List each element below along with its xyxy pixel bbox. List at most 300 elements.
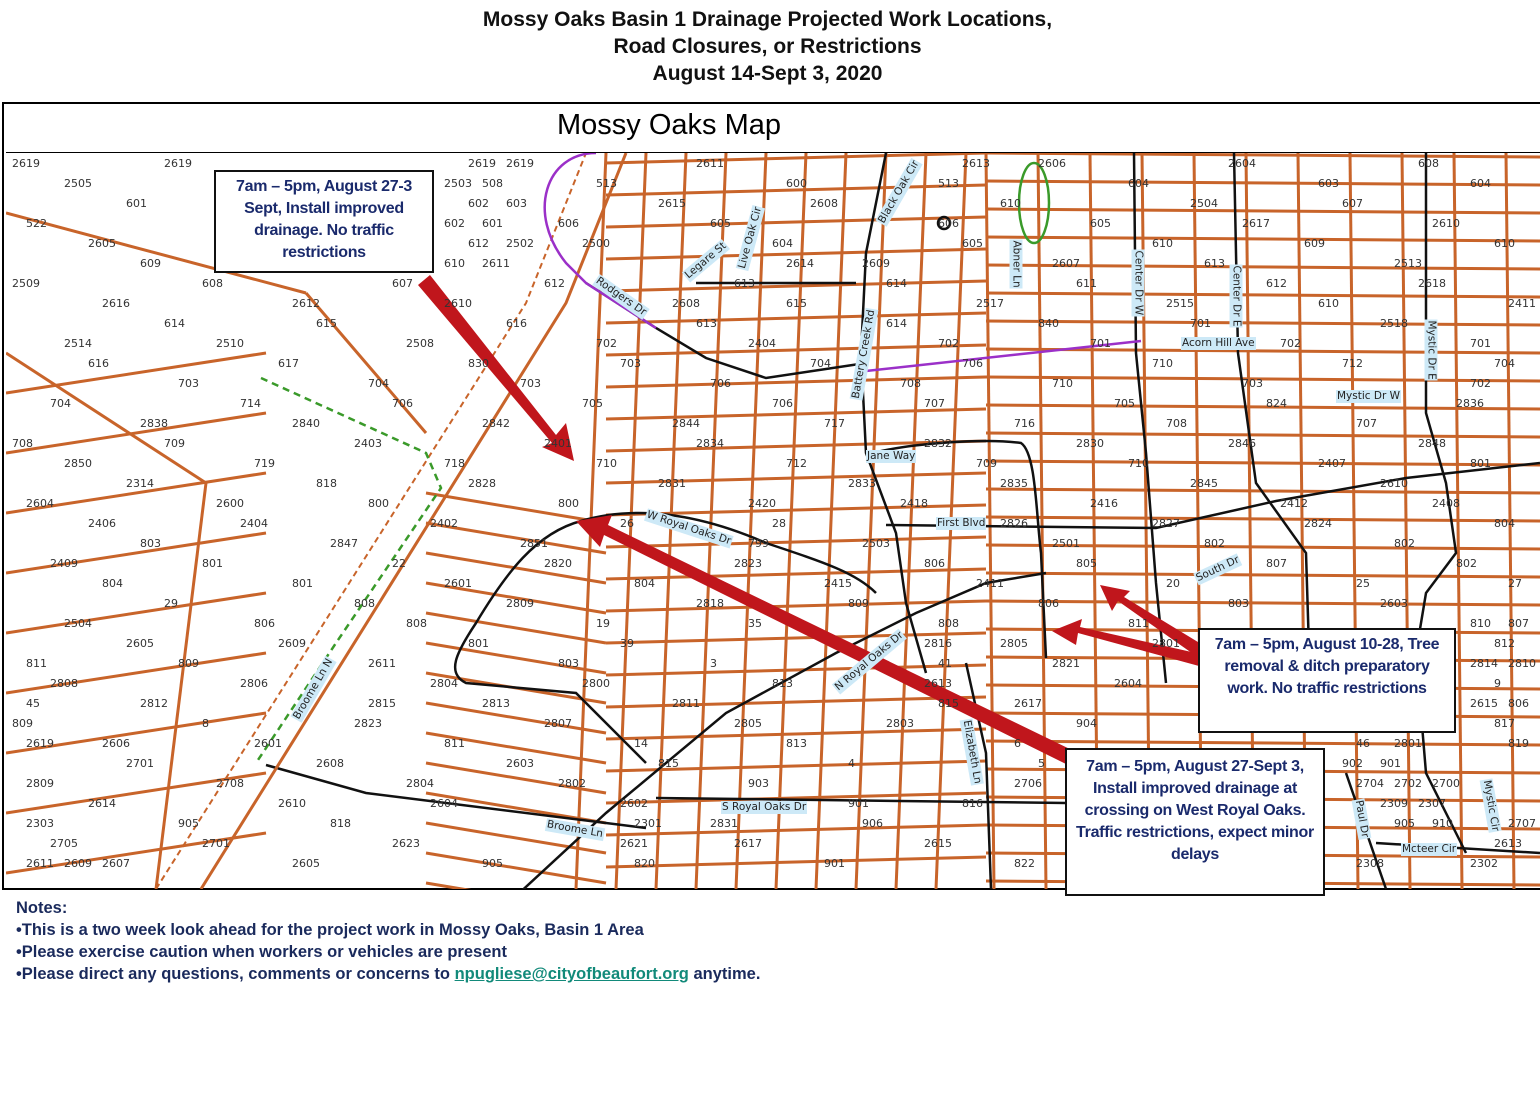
parcel-number: 2814 [1470, 657, 1498, 670]
parcel-number: 2302 [1470, 857, 1498, 870]
parcel-boundary [606, 857, 986, 867]
parcel-number: 607 [1342, 197, 1363, 210]
parcel-number: 703 [178, 377, 199, 390]
parcel-number: 2604 [430, 797, 458, 810]
parcel-number: 819 [1508, 737, 1529, 750]
parcel-number: 28 [772, 517, 786, 530]
parcel-number: 610 [1318, 297, 1339, 310]
parcel-number: 808 [406, 617, 427, 630]
note-item: •Please exercise caution when workers or vehicles are present [16, 943, 507, 961]
parcel-number: 2301 [634, 817, 662, 830]
parcel-number: 2404 [748, 337, 776, 350]
parcel-number: 2831 [710, 817, 738, 830]
note-contact-prefix: •Please direct any questions, comments or concerns to [16, 965, 455, 983]
parcel-number: 2308 [1356, 857, 1384, 870]
parcel-number: 2403 [354, 437, 382, 450]
parcel-number: 2824 [1304, 517, 1332, 530]
parcel-number: 609 [1304, 237, 1325, 250]
parcel-number: 2515 [1166, 297, 1194, 310]
parcel-number: 2613 [924, 677, 952, 690]
parcel-number: 702 [1470, 377, 1491, 390]
parcel-number: 2610 [1380, 477, 1408, 490]
parcel-number: 2518 [1380, 317, 1408, 330]
parcel-number: 610 [1152, 237, 1173, 250]
parcel-number: 806 [1038, 597, 1059, 610]
street-label: S Royal Oaks Dr [722, 801, 807, 813]
parcel-number: 2608 [672, 297, 700, 310]
parcel-number: 705 [1114, 397, 1135, 410]
parcel-number: 610 [1494, 237, 1515, 250]
parcel-number: 802 [1456, 557, 1477, 570]
parcel-number: 2509 [12, 277, 40, 290]
parcel-number: 610 [1000, 197, 1021, 210]
parcel-number: 2504 [1190, 197, 1218, 210]
parcel-boundary [426, 853, 606, 883]
parcel-number: 2805 [734, 717, 762, 730]
parcel-number: 2809 [506, 597, 534, 610]
parcel-number: 2416 [1090, 497, 1118, 510]
parcel-number: 804 [1494, 517, 1515, 530]
parcel-number: 604 [772, 237, 793, 250]
parcel-number: 811 [444, 737, 465, 750]
parcel-boundary [6, 353, 266, 393]
parcel-number: 2842 [482, 417, 510, 430]
parcel-number: 808 [354, 597, 375, 610]
parcel-number: 604 [1470, 177, 1491, 190]
parcel-number: 709 [976, 457, 997, 470]
parcel-number: 2702 [1394, 777, 1422, 790]
parcel-number: 2604 [1228, 157, 1256, 170]
parcel-number: 719 [254, 457, 275, 470]
parcel-number: 2808 [50, 677, 78, 690]
parcel-number: 601 [482, 217, 503, 230]
parcel-number: 2823 [354, 717, 382, 730]
parcel-number: 2821 [1052, 657, 1080, 670]
street-label: Battery Creek Rd [849, 308, 878, 400]
parcel-boundary [426, 883, 606, 889]
parcel-number: 2801 [1394, 737, 1422, 750]
parcel-number: 20 [1166, 577, 1180, 590]
parcel-number: 712 [1342, 357, 1363, 370]
parcel-boundary [426, 703, 606, 733]
parcel-number: 2835 [1000, 477, 1028, 490]
parcel-number: 602 [444, 217, 465, 230]
parcel-number: 801 [202, 557, 223, 570]
parcel-number: 2502 [506, 237, 534, 250]
parcel-number: 2309 [1380, 797, 1408, 810]
parcel-number: 717 [824, 417, 845, 430]
parcel-number: 2848 [1418, 437, 1446, 450]
parcel-number: 2617 [1014, 697, 1042, 710]
parcel-number: 2600 [216, 497, 244, 510]
street-label: Elizabeth Ln [960, 719, 984, 785]
parcel-number: 2846 [1228, 437, 1256, 450]
parcel-number: 605 [1090, 217, 1111, 230]
parcel-boundary [986, 741, 1540, 745]
parcel-number: 2850 [64, 457, 92, 470]
parcel-number: 803 [1228, 597, 1249, 610]
parcel-number: 703 [520, 377, 541, 390]
parcel-number: 2409 [50, 557, 78, 570]
street-label: Acorn Hill Ave [1182, 337, 1255, 349]
parcel-number: 617 [278, 357, 299, 370]
parcel-number: 2616 [102, 297, 130, 310]
parcel-number: 2838 [140, 417, 168, 430]
parcel-number: 22 [392, 557, 406, 570]
parcel-number: 808 [938, 617, 959, 630]
parcel-boundary [896, 153, 926, 889]
street-label: Live Oak Cir [735, 205, 764, 270]
parcel-number: 2603 [506, 757, 534, 770]
parcel-number: 605 [962, 237, 983, 250]
parcel-number: 2831 [658, 477, 686, 490]
parcel-number: 2415 [824, 577, 852, 590]
parcel-number: 815 [938, 697, 959, 710]
parcel-number: 801 [292, 577, 313, 590]
parcel-number: 906 [862, 817, 883, 830]
parcel-number: 611 [1076, 277, 1097, 290]
street-label: Center Dr E [1230, 265, 1243, 327]
parcel-number: 2805 [1000, 637, 1028, 650]
parcel-number: 705 [582, 397, 603, 410]
parcel-number: 2504 [64, 617, 92, 630]
parcel-number: 2606 [1038, 157, 1066, 170]
parcel-number: 612 [1266, 277, 1287, 290]
parcel-number: 600 [786, 177, 807, 190]
parcel-number: 2844 [672, 417, 700, 430]
parcel-boundary [306, 293, 426, 433]
parcel-number: 603 [1318, 177, 1339, 190]
parcel-number: 2840 [292, 417, 320, 430]
map-title: Mossy Oaks Map [557, 109, 781, 141]
parcel-number: 2802 [558, 777, 586, 790]
parcel-number: 2619 [468, 157, 496, 170]
parcel-number: 612 [468, 237, 489, 250]
parcel-number: 2804 [406, 777, 434, 790]
parcel-boundary [6, 593, 266, 633]
parcel-number: 2845 [1190, 477, 1218, 490]
parcel-boundary [6, 413, 266, 453]
parcel-number: 614 [886, 317, 907, 330]
parcel-number: 2615 [924, 837, 952, 850]
parcel-number: 522 [26, 217, 47, 230]
parcel-number: 2704 [1356, 777, 1384, 790]
parcel-number: 810 [1470, 617, 1491, 630]
parcel-number: 4 [848, 757, 855, 770]
parcel-number: 8 [202, 717, 209, 730]
parcel-number: 45 [26, 697, 40, 710]
parcel-number: 2706 [1014, 777, 1042, 790]
parcel-number: 2851 [520, 537, 548, 550]
parcel-number: 701 [1090, 337, 1111, 350]
parcel-number: 2810 [1508, 657, 1536, 670]
parcel-number: 608 [1418, 157, 1439, 170]
parcel-number: 612 [544, 277, 565, 290]
parcel-number: 2601 [254, 737, 282, 750]
parcel-number: 2614 [88, 797, 116, 810]
parcel-number: 710 [596, 457, 617, 470]
parcel-number: 2701 [202, 837, 230, 850]
street-label: Jane Way [867, 450, 916, 462]
parcel-number: 716 [1014, 417, 1035, 430]
parcel-boundary [606, 313, 986, 323]
parcel-number: 2604 [1114, 677, 1142, 690]
parcel-number: 708 [900, 377, 921, 390]
parcel-number: 2705 [50, 837, 78, 850]
parcel-boundary [606, 601, 986, 611]
parcel-number: 2611 [482, 257, 510, 270]
parcel-number: 2307 [1418, 797, 1446, 810]
parcel-boundary [986, 573, 1540, 577]
parcel-number: 2618 [1418, 277, 1446, 290]
parcel-number: 25 [1356, 577, 1370, 590]
parcel-number: 2505 [64, 177, 92, 190]
parcel-number: 706 [392, 397, 413, 410]
parcel-number: 2830 [1076, 437, 1104, 450]
parcel-number: 701 [1190, 317, 1211, 330]
parcel-boundary [986, 601, 1540, 605]
parcel-number: 2610 [444, 297, 472, 310]
parcel-boundary [606, 825, 986, 835]
street-label: Mystic Cir [1480, 779, 1502, 833]
parcel-number: 800 [368, 497, 389, 510]
parcel-number: 2609 [64, 857, 92, 870]
header-title-line1: Mossy Oaks Basin 1 Drainage Projected Work Locations, [482, 8, 1053, 31]
parcel-number: 2615 [1470, 697, 1498, 710]
note-contact-suffix: anytime. [688, 965, 761, 983]
parcel-number: 2619 [26, 737, 54, 750]
parcel-number: 2508 [406, 337, 434, 350]
street-label: Broome Ln [546, 818, 604, 840]
parcel-number: 27 [1508, 577, 1522, 590]
parcel-number: 2812 [140, 697, 168, 710]
parcel-number: 2500 [582, 237, 610, 250]
parcel-number: 2514 [64, 337, 92, 350]
parcel-number: 818 [316, 477, 337, 490]
parcel-number: 606 [938, 217, 959, 230]
parcel-number: 2832 [924, 437, 952, 450]
parcel-number: 2614 [786, 257, 814, 270]
parcel-number: 710 [1052, 377, 1073, 390]
parcel-boundary [986, 181, 1540, 185]
parcel-number: 807 [1266, 557, 1287, 570]
parcel-number: 710 [1128, 457, 1149, 470]
parcel-number: 2708 [216, 777, 244, 790]
parcel-number: 707 [1356, 417, 1377, 430]
parcel-number: 2605 [126, 637, 154, 650]
parcel-number: 613 [734, 277, 755, 290]
parcel-number: 2619 [12, 157, 40, 170]
parcel-number: 614 [886, 277, 907, 290]
parcel-number: 2609 [278, 637, 306, 650]
parcel-number: 2411 [976, 577, 1004, 590]
parcel-number: 606 [558, 217, 579, 230]
parcel-number: 2615 [658, 197, 686, 210]
parcel-number: 2801 [1152, 637, 1180, 650]
parcel-number: 840 [1038, 317, 1059, 330]
contact-email-link[interactable]: npugliese@cityofbeaufort.org [454, 965, 689, 983]
parcel-number: 29 [164, 597, 178, 610]
street-label: Mystic Dr W [1337, 390, 1401, 402]
parcel-number: 2619 [506, 157, 534, 170]
parcel-number: 2610 [1432, 217, 1460, 230]
street-label: First Blvd [937, 517, 986, 529]
parcel-number: 807 [1508, 617, 1529, 630]
parcel-number: 820 [634, 857, 655, 870]
note-contact [16, 963, 760, 985]
parcel-number: 799 [748, 537, 769, 550]
arrow-to-2834[interactable] [418, 275, 574, 461]
parcel-number: 2701 [126, 757, 154, 770]
parcel-number: 2404 [240, 517, 268, 530]
parcel-boundary [606, 345, 986, 355]
parcel-number: 2823 [734, 557, 762, 570]
parcel-boundary [426, 643, 606, 673]
parcel-number: 2513 [1394, 257, 1422, 270]
header-title-line2: Road Closures, or Restrictions [613, 35, 922, 58]
parcel-number: 2402 [430, 517, 458, 530]
parcel-number: 901 [848, 797, 869, 810]
parcel-number: 822 [1014, 857, 1035, 870]
parcel-number: 903 [748, 777, 769, 790]
parcel-number: 603 [506, 197, 527, 210]
parcel-number: 2420 [748, 497, 776, 510]
parcel-number: 508 [482, 177, 503, 190]
parcel-number: 615 [786, 297, 807, 310]
parcel-number: 804 [102, 577, 123, 590]
parcel-number: 2813 [482, 697, 510, 710]
parcel-number: 2803 [886, 717, 914, 730]
parcel-number: 702 [1280, 337, 1301, 350]
parcel-number: 818 [330, 817, 351, 830]
parcel-number: 513 [938, 177, 959, 190]
parcel-number: 2608 [810, 197, 838, 210]
parcel-boundary [606, 153, 986, 163]
parcel-number: 2510 [216, 337, 244, 350]
parcel-number: 2605 [292, 857, 320, 870]
street-label: Abner Ln [1010, 240, 1023, 288]
parcel-number: 609 [140, 257, 161, 270]
parcel-number: 2602 [620, 797, 648, 810]
parcel-number: 613 [1204, 257, 1225, 270]
parcel-boundary [426, 613, 606, 643]
parcel-boundary [606, 537, 986, 547]
parcel-number: 811 [26, 657, 47, 670]
parcel-number: 2617 [734, 837, 762, 850]
parcel-number: 809 [178, 657, 199, 670]
parcel-number: 2800 [582, 677, 610, 690]
parcel-number: 2827 [1152, 517, 1180, 530]
parcel-number: 39 [620, 637, 634, 650]
parcel-number: 610 [444, 257, 465, 270]
parcel-number: 616 [506, 317, 527, 330]
parcel-number: 2605 [88, 237, 116, 250]
parcel-number: 704 [368, 377, 389, 390]
street-label: Paul Dr [1352, 799, 1372, 839]
parcel-number: 805 [1076, 557, 1097, 570]
parcel-number: 2611 [26, 857, 54, 870]
parcel-number: 830 [468, 357, 489, 370]
parcel-number: 801 [1470, 457, 1491, 470]
parcel-number: 614 [164, 317, 185, 330]
parcel-number: 904 [1076, 717, 1097, 730]
parcel-number: 615 [316, 317, 337, 330]
parcel-number: 2807 [544, 717, 572, 730]
parcel-number: 2815 [368, 697, 396, 710]
parcel-number: 2806 [240, 677, 268, 690]
parcel-number: 5 [1038, 757, 1045, 770]
parcel-number: 2503 [862, 537, 890, 550]
street-label: Broome Ln N [290, 656, 336, 722]
parcel-number: 3 [710, 657, 717, 670]
parcel-number: 905 [1394, 817, 1415, 830]
parcel-number: 2408 [1432, 497, 1460, 510]
parcel-number: 704 [810, 357, 831, 370]
parcel-number: 709 [164, 437, 185, 450]
parcel-number: 714 [240, 397, 261, 410]
parcel-number: 712 [786, 457, 807, 470]
parcel-number: 701 [1470, 337, 1491, 350]
parcel-number: 2604 [26, 497, 54, 510]
parcel-number: 2412 [1280, 497, 1308, 510]
parcel-number: 41 [938, 657, 952, 670]
parcel-number: 2617 [1242, 217, 1270, 230]
parcel-number: 9 [1494, 677, 1501, 690]
street-label: Mcteer Cir [1402, 843, 1457, 855]
parcel-number: 2411 [1508, 297, 1536, 310]
parcel-number: 708 [12, 437, 33, 450]
parcel-number: 2601 [444, 577, 472, 590]
parcel-number: 806 [924, 557, 945, 570]
parcel-number: 2847 [330, 537, 358, 550]
parcel-number: 604 [1128, 177, 1149, 190]
parcel-number: 702 [938, 337, 959, 350]
parcel-number: 809 [12, 717, 33, 730]
parcel-number: 2833 [848, 477, 876, 490]
parcel-number: 905 [178, 817, 199, 830]
street-label: Center Dr W [1132, 250, 1145, 316]
parcel-boundary [986, 153, 1540, 157]
parcel-number: 703 [1242, 377, 1263, 390]
street-label: W Royal Oaks Dr [645, 508, 733, 548]
parcel-number: 2816 [924, 637, 952, 650]
parcel-number: 816 [962, 797, 983, 810]
parcel-number: 26 [620, 517, 634, 530]
parcel-boundary [986, 209, 1540, 213]
parcel-number: 35 [748, 617, 762, 630]
parcel-number: 14 [634, 737, 648, 750]
callout-north-work: 7am – 5pm, August 27-3 Sept, Install improved drainage. No traffic restrictions [214, 170, 434, 273]
parcel-number: 608 [202, 277, 223, 290]
note-item: •This is a two week look ahead for the project work in Mossy Oaks, Basin 1 Area [16, 921, 644, 939]
parcel-number: 812 [1494, 637, 1515, 650]
parcel-number: 905 [482, 857, 503, 870]
parcel-number: 2621 [620, 837, 648, 850]
street-label: N Royal Oaks Dr [832, 629, 906, 694]
parcel-number: 513 [596, 177, 617, 190]
parcel-number: 702 [596, 337, 617, 350]
parcel-number: 19 [596, 617, 610, 630]
parcel-number: 2314 [126, 477, 154, 490]
parcel-number: 2834 [696, 437, 724, 450]
parcel-number: 707 [924, 397, 945, 410]
parcel-number: 704 [50, 397, 71, 410]
parcel-number: 802 [1204, 537, 1225, 550]
parcel-number: 710 [1152, 357, 1173, 370]
parcel-number: 704 [1494, 357, 1515, 370]
street-label: Black Oak Cir [875, 158, 922, 226]
parcel-number: 2818 [696, 597, 724, 610]
